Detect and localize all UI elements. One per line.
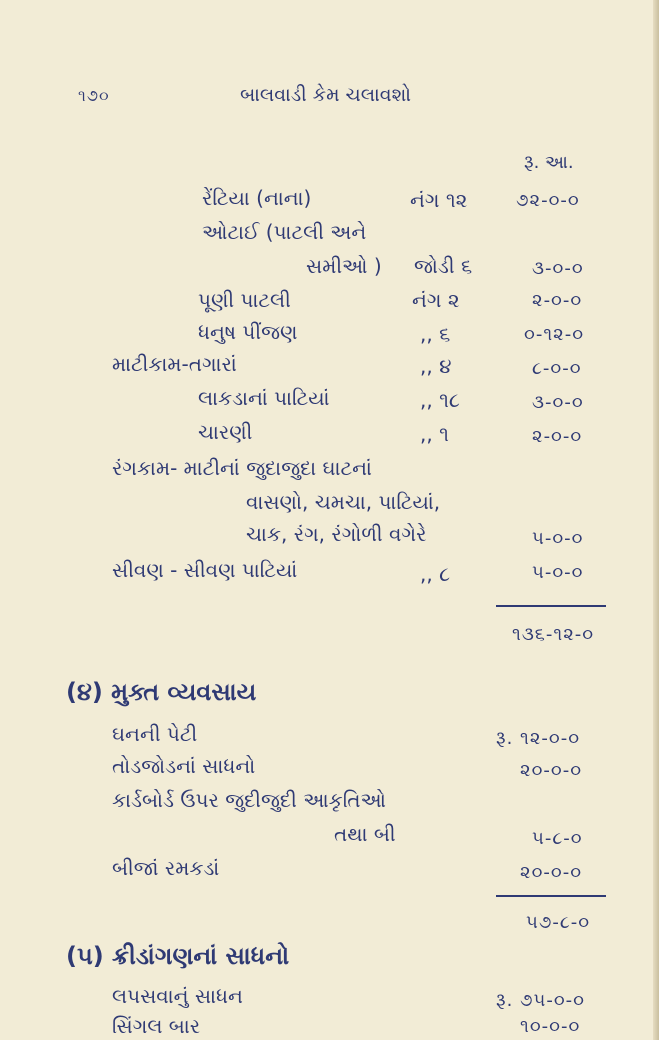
item-label: તોડજોડનાં સાધનો [112, 754, 256, 778]
item-qty: ,, ૮ [420, 562, 451, 586]
item-label: લાકડાનાં પાટિયાં [198, 386, 330, 410]
item-qty: ,, ૧ [420, 422, 449, 446]
item-label: લપસવાનું સાધન [112, 984, 243, 1008]
item-label: રેંટિયા (નાના) [202, 186, 312, 210]
running-title: બાલવાડી કેમ ચલાવશો [240, 84, 411, 106]
item-amount: ૦-૧૨-૦ [524, 324, 585, 345]
item-amount: રૂ. ૭૫-૦-૦ [496, 990, 586, 1011]
item-label: ઘનની પેટી [112, 722, 198, 746]
item-qty: જોડી ૬ [414, 254, 473, 278]
page-edge [653, 0, 659, 1040]
item-label: રંગકામ- માટીનાં જુદાજુદા ઘાટનાં [112, 456, 372, 480]
item-amount: ૮-૦-૦ [532, 358, 582, 379]
item-label: કાર્ડબોર્ડ ઉપર જુદીજુદી આકૃતિઓ [112, 788, 386, 812]
page-number: ૧૭૦ [78, 86, 110, 105]
item-label: માટીકામ-તગારાં [112, 352, 237, 376]
item-qty: ,, ૬ [420, 322, 451, 346]
item-label: તથા બી [334, 822, 396, 846]
item-qty: ,, ૪ [420, 354, 452, 378]
currency-unit-header: રૂ. આ. [524, 152, 574, 173]
item-label: ઓટાઈ (પાટલી અને [202, 220, 367, 244]
item-label: પૂણી પાટલી [198, 288, 291, 312]
section-heading: (૪) મુક્ત વ્યવસાય [66, 678, 257, 706]
section-heading: (૫) ક્રીડાંગણનાં સાધનો [66, 942, 290, 970]
subtotal-rule [496, 605, 606, 607]
item-amount: ૨-૦-૦ [532, 290, 583, 311]
item-amount: ૨-૦-૦ [532, 426, 583, 447]
subtotal-amount: ૫૭-૮-૦ [526, 912, 591, 933]
subtotal-amount: ૧૩૬-૧૨-૦ [512, 624, 595, 645]
item-amount: ૧૦-૦-૦ [520, 1016, 581, 1037]
item-qty: નંગ ૧૨ [410, 188, 468, 212]
item-amount: ૨૦-૦-૦ [520, 862, 583, 883]
item-label: ચાક, રંગ, રંગોળી વગેરે [246, 522, 427, 546]
item-amount: ૩-૦-૦ [532, 392, 584, 413]
item-label: સિંગલ બાર [112, 1014, 201, 1038]
item-label: વાસણો, ચમચા, પાટિયાં, [246, 490, 441, 514]
item-label: ધનુષ પીંજણ [198, 320, 298, 344]
subtotal-rule [496, 895, 606, 897]
item-label: સમીઓ ) [306, 254, 382, 278]
item-label: ચારણી [198, 420, 253, 444]
item-amount: ૫-૦-૦ [532, 562, 584, 583]
item-amount: ૩-૦-૦ [532, 258, 584, 279]
item-amount: ૫-૦-૦ [532, 528, 584, 549]
item-amount: રૂ. ૧૨-૦-૦ [496, 728, 581, 749]
item-label: સીવણ - સીવણ પાટિયાં [112, 558, 298, 582]
item-amount: ૭૨-૦-૦ [516, 190, 580, 211]
item-label: બીજાં રમકડાં [112, 856, 220, 880]
item-qty: ,, ૧૮ [420, 388, 460, 412]
item-amount: ૫-૮-૦ [532, 828, 583, 849]
item-amount: ૨૦-૦-૦ [520, 760, 583, 781]
item-qty: નંગ ૨ [412, 288, 460, 312]
